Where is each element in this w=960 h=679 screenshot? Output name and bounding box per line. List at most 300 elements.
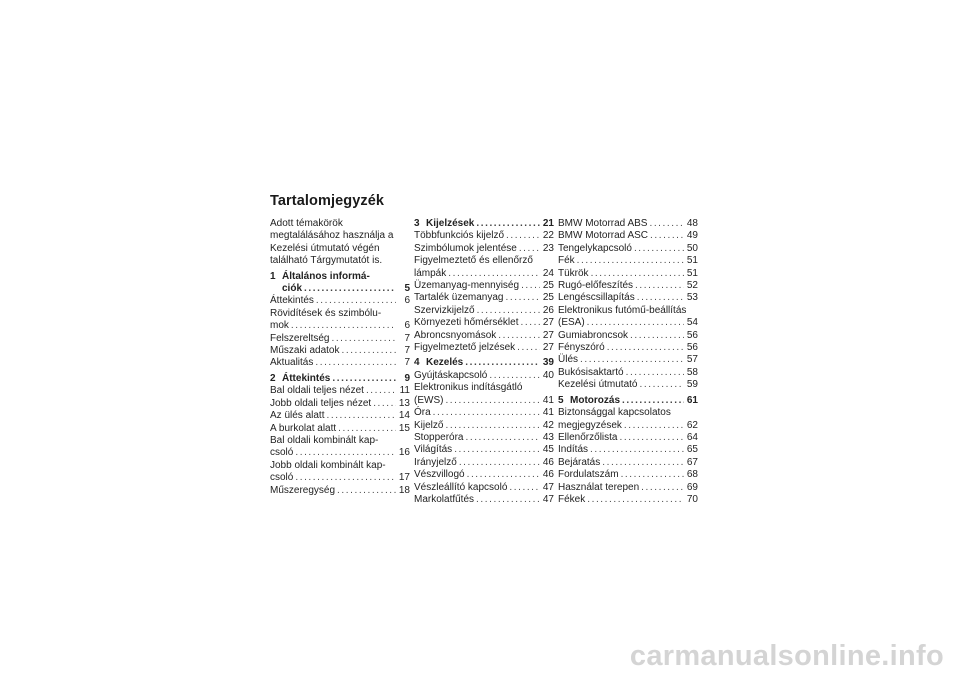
toc-entry-row [414,457,554,469]
toc-entry-text: BMW Motorrad ABS [558,218,648,229]
toc-entry-label [414,280,519,292]
toc-entry-label [414,395,443,407]
toc-entry-label [558,342,605,354]
dot-leader [506,292,541,304]
toc-entry-row [414,280,554,292]
toc-entry[interactable] [270,385,410,397]
toc-chapter[interactable] [558,395,698,407]
page-number: 24 [542,267,554,279]
page-number: 65 [686,444,698,456]
chapter-number: 3 [414,218,420,229]
toc-entry-row [414,305,554,317]
toc-entry-text: Tükrök [558,267,589,279]
page-number: 56 [686,329,698,341]
toc-chapter[interactable] [270,271,410,296]
toc-entry[interactable] [414,255,554,280]
toc-entry-row [414,292,554,304]
toc-entry-text: (ESA) [558,317,585,329]
dot-leader [489,370,540,382]
page-number: 48 [686,218,698,229]
toc-entry-text: Bal oldali teljes nézet [270,385,364,397]
toc-entry-label [558,444,588,456]
toc-entry-text: Kijelzések [426,218,475,229]
toc-entry-label [414,218,474,230]
toc-entry-line [270,308,410,320]
page-number: 42 [542,419,554,431]
toc-entry-row [270,345,410,357]
toc-entry[interactable] [558,218,698,230]
toc-entry-line [270,271,410,283]
toc-entry-row [558,280,698,292]
page-number: 51 [686,267,698,279]
toc-entry[interactable] [558,457,698,469]
toc-entry-label [414,432,463,444]
toc-entry-label [414,469,465,481]
toc-entry-label [414,357,463,369]
page-number: 41 [542,407,554,419]
toc-entry-row [414,317,554,329]
toc-entry-label [270,423,336,435]
toc-entry[interactable] [414,342,554,354]
dot-leader [521,280,540,292]
toc-entry-label [558,243,632,255]
dot-leader [635,280,684,292]
toc-entry[interactable] [270,423,410,435]
toc-entry[interactable] [270,410,410,422]
dot-leader [331,333,396,345]
toc-entry-text: Szervizkijelző [414,304,475,316]
toc-entry-line [558,407,698,419]
toc-entry-row [558,457,698,469]
toc-entry-label [270,472,293,484]
toc-entry-label [414,230,504,242]
toc-entry[interactable] [270,357,410,369]
toc-entry-text: Óra [414,407,431,419]
toc-entry-text: Használat terepen [558,481,640,493]
dot-leader [626,367,684,379]
toc-entry-row [270,295,410,307]
page-number: 17 [398,472,410,484]
toc-entry[interactable] [558,243,698,255]
dot-leader [498,330,540,342]
page-number: 50 [686,242,698,254]
toc-entry-text: ciók [282,283,303,295]
page-number: 39 [542,357,554,369]
toc-entry-label [558,432,617,444]
toc-entry-text: Figyelmeztető jelzések [414,342,516,354]
toc-entry-text: Fékek [558,493,586,505]
toc-entry-text: (EWS) [414,394,444,406]
dot-leader [448,268,540,280]
dot-leader [467,469,540,481]
toc-entry-row [414,342,554,354]
toc-entry-text: csoló [270,447,294,459]
dot-leader [607,342,684,354]
toc-column-1 [270,218,410,497]
toc-entry-label [414,268,446,280]
toc-entry-label [270,398,371,410]
toc-entry[interactable] [270,295,410,307]
toc-entry-row [558,330,698,342]
page-number: 6 [404,320,410,332]
page-number: 47 [542,493,554,505]
toc-entry[interactable] [558,494,698,506]
toc-entry-row [270,320,410,332]
toc-entry-label [558,218,647,230]
toc-entry[interactable] [558,230,698,242]
toc-entry[interactable] [414,469,554,481]
toc-entry-text: Bukósisaktartó [558,366,624,378]
toc-entry[interactable] [558,367,698,379]
page-number: 11 [399,385,410,397]
toc-entry-label [414,444,452,456]
chapter-number: 5 [558,394,564,406]
page-number: 9 [404,372,410,384]
toc-entry-row [270,423,410,435]
dot-leader [476,218,540,230]
toc-entry-text: Vészleállító kapcsoló [414,481,508,493]
toc-entry-row [414,407,554,419]
toc-entry-text: Kezelés [426,357,464,369]
page-number: 68 [686,469,698,481]
toc-entry[interactable] [414,482,554,494]
page-number: 58 [686,366,698,378]
toc-entry-row [270,485,410,497]
toc-entry[interactable] [414,382,554,407]
page-number: 54 [686,317,698,329]
toc-entry[interactable] [270,398,410,410]
toc-entry-text: Műszaki adatok [270,345,340,357]
page-number: 7 [404,357,410,369]
page-number: 16 [398,447,410,459]
toc-entry[interactable] [270,333,410,345]
toc-entry[interactable] [414,420,554,432]
dot-leader [332,373,396,385]
page-number: 46 [542,456,554,468]
toc-entry-row [270,333,410,345]
page-number: 70 [686,493,698,505]
toc-entry-row [414,494,554,506]
toc-entry[interactable] [558,407,698,432]
toc-entry-label [270,320,289,332]
toc-entry-label [558,354,578,366]
toc-entry[interactable] [558,379,698,391]
dot-leader [587,317,684,329]
chapter-number: 1 [270,270,276,282]
toc-entry[interactable] [558,432,698,444]
toc-chapter[interactable] [270,373,410,385]
toc-entry-line [270,460,410,472]
toc-entry-label [558,292,635,304]
toc-entry[interactable] [270,435,410,460]
page-number: 57 [686,354,698,366]
dot-leader [338,423,396,435]
toc-entry-text: Általános informá- [282,270,370,282]
toc-entry-row [558,230,698,242]
toc-entry-label [558,330,628,342]
toc-entry-text: Rugó-előfeszítés [558,280,634,292]
toc-entry[interactable] [270,308,410,333]
toc-entry-row [270,410,410,422]
page-number: 7 [404,332,410,344]
dot-leader [373,398,396,410]
dot-leader [630,330,684,342]
toc-entry[interactable] [414,457,554,469]
dot-leader [640,379,685,391]
dot-leader [506,230,540,242]
toc-entry-row [558,395,698,407]
toc-entry-row [558,342,698,354]
toc-entry[interactable] [270,485,410,497]
toc-entry-text: Ülés [558,354,579,366]
page-number: 46 [542,469,554,481]
page-number: 47 [542,481,554,493]
toc-entry-label [414,370,487,382]
toc-entry-text: Markolatfűtés [414,493,475,505]
dot-leader [621,469,684,481]
toc-entry[interactable] [558,444,698,456]
toc-entry-label [270,373,330,385]
toc-entry-label [414,317,519,329]
intro-text: Adott témakörök megtalálásához használja a Kezelési útmutató végén található Tárgymutatót is. [270,218,394,267]
toc-entry-text: Ellenőrzőlista [558,431,618,443]
dot-leader [622,395,684,407]
toc-entry-row [558,444,698,456]
page-title: Tartalomjegyzék [270,193,385,209]
toc-entry-row [414,444,554,456]
dot-leader [602,457,684,469]
dot-leader [634,243,684,255]
dot-leader [366,385,396,397]
page-number: 67 [686,456,698,468]
toc-entry-text: megjegyzések [558,419,622,431]
toc-entry-label [270,345,339,357]
toc-entry-label [414,342,515,354]
toc-entry-row [414,357,554,369]
dot-leader [521,317,541,329]
toc-entry-text: mok [270,320,289,332]
toc-entry-label [558,395,620,407]
chapter-number: 2 [270,372,276,384]
dot-leader [315,357,396,369]
page-number: 56 [686,342,698,354]
toc-entry[interactable] [558,469,698,481]
toc-entry-text: Abroncsnyomások [414,329,497,341]
toc-entry-label [414,420,443,432]
toc-entry-label [558,280,633,292]
toc-entry-row [558,367,698,379]
toc-entry-text: csoló [270,472,294,484]
toc-entry[interactable] [414,494,554,506]
dot-leader [454,444,540,456]
toc-entry-line [414,382,554,394]
toc-entry-label [414,494,474,506]
toc-entry-text: Figyelmeztető és ellenőrző [414,255,533,267]
dot-leader [291,320,396,332]
toc-entry-label [270,385,364,397]
dot-leader [337,485,396,497]
toc-entry-label [414,482,507,494]
toc-entry[interactable] [414,317,554,329]
page-number: 21 [542,218,554,229]
page-number: 49 [686,230,698,242]
toc-entry-label [558,255,575,267]
toc-entry-label [270,295,314,307]
dot-leader [295,447,396,459]
toc-entry[interactable] [414,370,554,382]
toc-entry[interactable] [558,268,698,280]
dot-leader [509,482,540,494]
toc-entry-row [414,482,554,494]
toc-entry-text: Motorozás [570,394,620,406]
toc-entry-row [558,469,698,481]
dot-leader [465,357,540,369]
toc-entry-label [270,333,329,345]
toc-entry-label [558,457,600,469]
toc-chapter[interactable] [414,357,554,369]
dot-leader [304,283,396,295]
dot-leader [433,407,540,419]
page-number: 27 [542,329,554,341]
toc-entry-text: BMW Motorrad ASC [558,230,649,242]
toc-entry-row [270,472,410,484]
dot-leader [316,295,396,307]
toc-entry-row [270,398,410,410]
toc-entry[interactable] [558,342,698,354]
toc-entry[interactable] [270,345,410,357]
toc-entry-text: Stopperóra [414,431,464,443]
toc-entry-row [270,447,410,459]
toc-entry-row [414,243,554,255]
toc-entry[interactable] [414,444,554,456]
dot-leader [587,494,684,506]
page-number: 41 [542,394,554,406]
page-number: 18 [398,484,410,496]
toc-entry-row [558,432,698,444]
dot-leader [445,395,540,407]
toc-entry[interactable] [558,255,698,267]
toc-entry-text: Gumiabroncsok [558,329,629,341]
page-number: 26 [542,304,554,316]
toc-entry-row [414,395,554,407]
dot-leader [341,345,396,357]
toc-entry[interactable] [558,292,698,304]
toc-entry-row [270,283,410,295]
toc-entry[interactable] [558,354,698,366]
toc-entry-row [558,482,698,494]
toc-entry-row [414,432,554,444]
toc-entry-label [414,243,517,255]
toc-entry-label [414,292,504,304]
toc-entry-text: Bejáratás [558,456,601,468]
toc-entry-text: Bal oldali kombinált kap- [270,434,379,446]
toc-entry[interactable] [414,292,554,304]
toc-entry[interactable] [558,330,698,342]
toc-entry[interactable] [558,280,698,292]
dot-leader [477,305,540,317]
toc-entry-row [558,420,698,432]
toc-entry-label [270,410,324,422]
toc-chapter[interactable] [414,218,554,230]
dot-leader [591,268,684,280]
toc-entry[interactable] [270,460,410,485]
page-number: 62 [686,419,698,431]
toc-entry-row [270,373,410,385]
toc-entry[interactable] [414,305,554,317]
toc-entry-label [558,379,638,391]
page-number: 59 [686,379,698,391]
dot-leader [517,342,540,354]
toc-entry-row [558,255,698,267]
toc-entry-text: Fék [558,255,575,267]
page-number: 14 [398,410,410,422]
toc-entry-row [558,292,698,304]
chapter-number: 4 [414,357,420,369]
dot-leader [326,410,396,422]
toc-entry-label [558,317,585,329]
toc-entry[interactable] [558,482,698,494]
page-number: 5 [404,283,410,295]
page-number: 52 [686,280,698,292]
toc-entry-row [270,385,410,397]
toc-entry-row [558,218,698,230]
dot-leader [619,432,684,444]
toc-entry-text: Műszeregység [270,484,336,496]
toc-entry-row [414,330,554,342]
dot-leader [295,472,396,484]
page-number: 25 [542,280,554,292]
toc-entry-label [270,485,335,497]
toc-entry[interactable] [414,407,554,419]
toc-entry[interactable] [414,330,554,342]
toc-entry-text: Kijelző [414,419,444,431]
toc-entry-line [270,435,410,447]
toc-entry[interactable] [414,432,554,444]
toc-entry-row [558,243,698,255]
toc-entry-row [558,494,698,506]
toc-column-3 [558,218,698,506]
toc-entry-label [558,420,622,432]
toc-entry-label [270,357,313,369]
toc-entry-text: Elektronikus futómű-beállítás [558,304,687,316]
toc-entry[interactable] [414,280,554,292]
toc-entry-row [414,268,554,280]
page-number: 69 [686,481,698,493]
page-number: 61 [686,394,698,406]
toc-entry-text: Jobb oldali kombinált kap- [270,459,386,471]
toc-entry-text: Fordulatszám [558,469,619,481]
toc-entry-row [414,370,554,382]
toc-entry[interactable] [558,305,698,330]
dot-leader [465,432,540,444]
toc-entry-label [414,330,496,342]
toc-entry-text: Biztonsággal kapcsolatos [558,407,671,419]
dot-leader [577,255,684,267]
dot-leader [590,444,684,456]
toc-entry-text: A burkolat alatt [270,422,337,434]
toc-entry-row [270,357,410,369]
page-number: 27 [542,342,554,354]
toc-entry-text: Többfunkciós kijelző [414,230,505,242]
dot-leader [649,218,684,230]
toc-entry-text: Környezeti hőmérséklet [414,317,519,329]
toc-entry-row [558,317,698,329]
watermark: carmanualsonline.info [629,640,944,672]
dot-leader [519,243,540,255]
toc-entry[interactable] [414,243,554,255]
toc-entry-text: Szimbólumok jelentése [414,242,517,254]
toc-entry[interactable] [414,230,554,242]
